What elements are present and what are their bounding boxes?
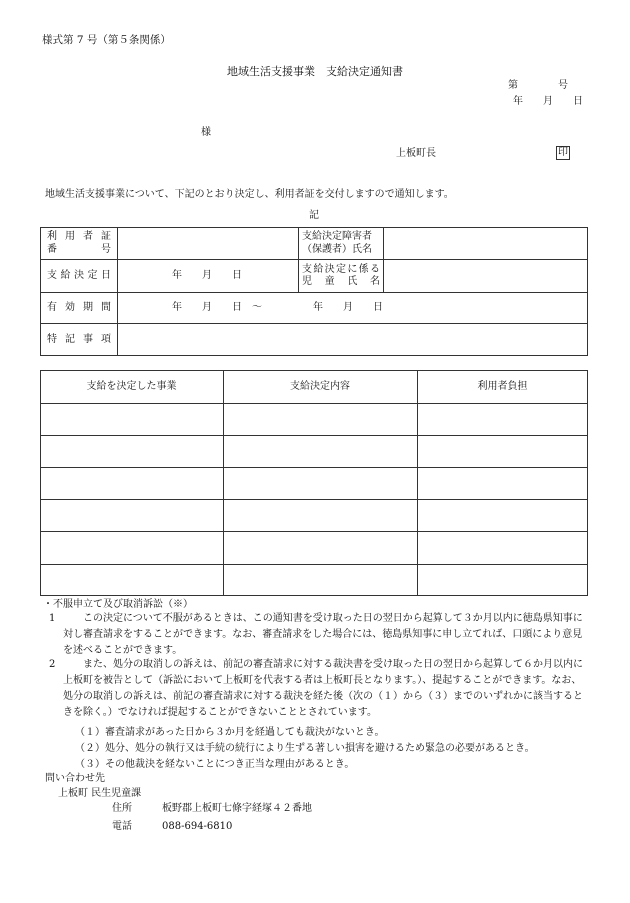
validity-to: 年 月 日 (313, 302, 383, 313)
decision-date-label: 支給決定日 (47, 269, 111, 281)
contact-address: 板野郡上板町七條字経塚４２番地 (162, 803, 312, 814)
contact-phone: 088-694-6810 (162, 821, 233, 832)
contact-phone-label: 電話 (112, 821, 132, 832)
service-header-content: 支給決定内容 (290, 380, 350, 392)
seal-stamp: 印 (558, 147, 568, 158)
decision-date-value: 年 月 日 (172, 270, 242, 281)
appeal-exception-3: （３）その他裁決を経ないことにつき正当な理由があるとき。 (75, 759, 355, 770)
contact-department: 上板町 民生児童課 (58, 788, 142, 799)
validity-label: 有 効 期 間 (47, 301, 111, 313)
validity-from: 年 月 日 ～ (172, 302, 262, 313)
child-name-label: 支給決定に係る 児 童 氏 名 (302, 263, 380, 287)
service-header-copayment: 利用者負担 (477, 380, 528, 392)
appeal-exception-2: （２）処分、処分の執行又は手続の続行により生ずる著しい損害を避けるため緊急の必要があるとき。 (75, 743, 535, 754)
document-title: 地域生活支援事業 支給決定通知書 (227, 65, 403, 78)
intro-text: 地域生活支援事業について、下記のとおり決定し、利用者証を交付しますので通知します。 (45, 189, 454, 200)
form-number: 様式第 7 号（第５条関係） (42, 34, 171, 46)
service-header-program: 支給を決定した事業 (86, 380, 177, 392)
issuer-name: 上板町長 (396, 148, 436, 159)
appeal-item-1-number: 1 (49, 613, 56, 624)
appeal-item-1: この決定について不服があるときは、この通知書を受け取った日の翌日から起算して３か月以内に徳島県知事に対し審査請求をすることができます。なお、審査請求をした場合には、徳島県知事に申し立てれば、口頭により意見を述べることができます。 (63, 613, 583, 656)
contact-heading: 問い合わせ先 (45, 773, 105, 784)
remarks-label: 特 記 事 項 (47, 333, 111, 345)
appeal-item-2-number: 2 (49, 659, 56, 670)
ki-mark: 記 (309, 210, 319, 221)
contact-address-label: 住所 (112, 803, 132, 814)
appeal-exception-1: （１）審査請求があった日から３か月を経過しても裁決がないとき。 (75, 727, 385, 738)
addressee-suffix: 様 (201, 127, 211, 138)
issue-date: 年 月 日 (513, 96, 583, 107)
decision-guardian-label: 支給決定障害者 （保護者）氏名 (302, 231, 372, 255)
appeal-heading: ・不服申立て及び取消訴訟（※） (43, 599, 193, 610)
appeal-item-2: また、処分の取消しの訴えは、前記の審査請求に対する裁決書を受け取った日の翌日から起算して６か月以内に上板町を被告として（訴訟において上板町を代表する者は上板町長となります。）、提起することができます。なお、処分の取消しの訴えは、前記の審査請求に対する裁決を経た後（次の（１）から（３）までのいずれかに該当するときを除く。）でなければ提起することができないこととされています。 (63, 659, 583, 718)
document-number: 第 号 (508, 80, 568, 91)
user-cert-no-label: 利 用 者 証 番 号 (47, 231, 111, 255)
